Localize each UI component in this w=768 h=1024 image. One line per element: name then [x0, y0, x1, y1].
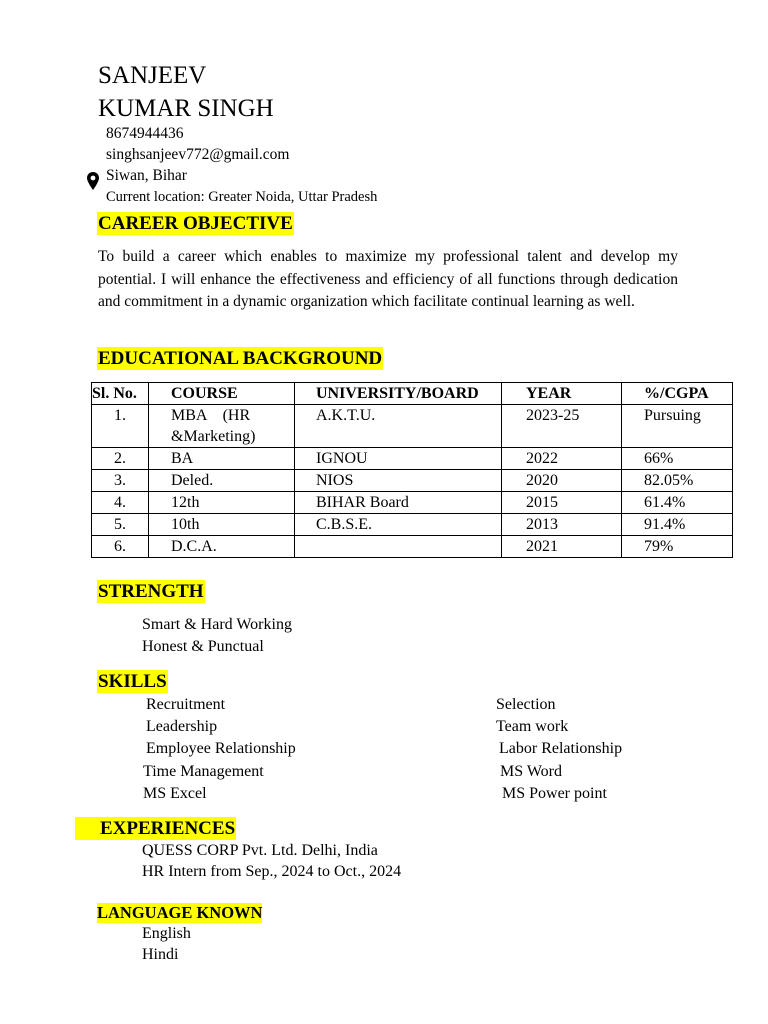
column-header-sl-no: Sl. No.	[92, 383, 149, 405]
skills-heading: SKILLS	[98, 671, 167, 692]
table-header-row	[92, 383, 733, 405]
cell-sl-no: 2.	[92, 448, 149, 470]
experience-line: QUESS CORP Pvt. Ltd. Delhi, India	[142, 842, 378, 859]
phone-number: 8674944436	[106, 125, 184, 142]
education-table	[91, 382, 733, 558]
cell-sl-no: 5.	[92, 514, 149, 536]
skill-item: MS Power point	[502, 785, 607, 802]
table-row	[92, 448, 733, 470]
table-row	[92, 536, 733, 558]
cell-course: Deled.	[149, 470, 295, 492]
experience-line: HR Intern from Sep., 2024 to Oct., 2024	[142, 863, 402, 880]
cell-board	[295, 536, 502, 558]
experiences-heading: EXPERIENCES	[75, 817, 236, 840]
column-header-university: UNIVERSITY/BOARD	[295, 383, 502, 405]
hometown: Siwan, Bihar	[106, 167, 187, 184]
cell-score: 79%	[622, 536, 733, 558]
cell-year: 2022	[502, 448, 622, 470]
course-line: &Marketing)	[171, 428, 256, 445]
cell-board: BIHAR Board	[295, 492, 502, 514]
strength-item: Smart & Hard Working	[142, 616, 292, 633]
cell-course: D.C.A.	[149, 536, 295, 558]
cell-board: C.B.S.E.	[295, 514, 502, 536]
cell-board: A.K.T.U.	[295, 405, 502, 448]
strength-heading: STRENGTH	[98, 581, 204, 602]
cell-score: Pursuing	[622, 405, 733, 448]
cell-course: 10th	[149, 514, 295, 536]
cell-year: 2020	[502, 470, 622, 492]
cell-board: NIOS	[295, 470, 502, 492]
course-line: MBA (HR	[171, 407, 251, 424]
column-header-score: %/CGPA	[622, 383, 733, 405]
cell-year: 2015	[502, 492, 622, 514]
table-row	[92, 514, 733, 536]
languages-heading: LANGUAGE KNOWN	[97, 903, 263, 922]
cell-score: 91.4%	[622, 514, 733, 536]
skill-item: MS Excel	[143, 785, 207, 802]
language-item: English	[142, 925, 191, 942]
cell-score: 61.4%	[622, 492, 733, 514]
strength-item: Honest & Punctual	[142, 638, 264, 655]
current-location: Current location: Greater Noida, Uttar Pradesh	[106, 189, 378, 205]
name-first: SANJEEV	[98, 62, 207, 89]
cell-sl-no: 6.	[92, 536, 149, 558]
cell-course	[149, 405, 295, 448]
skill-item: Leadership	[146, 718, 218, 735]
cell-course: BA	[149, 448, 295, 470]
cell-score: 82.05%	[622, 470, 733, 492]
cell-course: 12th	[149, 492, 295, 514]
cell-score: 66%	[622, 448, 733, 470]
table-row	[92, 492, 733, 514]
name-last: KUMAR SINGH	[98, 95, 274, 122]
skill-item: Employee Relationship	[146, 740, 296, 757]
skill-item: MS Word	[500, 763, 562, 780]
skill-item: Selection	[496, 696, 556, 713]
cell-sl-no: 3.	[92, 470, 149, 492]
email-address: singhsanjeev772@gmail.com	[106, 146, 290, 163]
career-objective-text: To build a career which enables to maximize my professional talent and develop my potential. I will enhance the effectiveness and efficiency of all functions through dedication and commitment in a dynamic organization which facilitate continual learning as well.	[98, 248, 678, 311]
skill-item: Team work	[496, 718, 569, 735]
column-header-course: COURSE	[149, 383, 295, 405]
cell-board: IGNOU	[295, 448, 502, 470]
cell-year: 2023-25	[502, 405, 622, 448]
skill-item: Labor Relationship	[499, 740, 623, 757]
language-item: Hindi	[142, 946, 179, 963]
skill-item: Time Management	[143, 763, 264, 780]
skill-item: Recruitment	[146, 696, 226, 713]
table-row	[92, 470, 733, 492]
cell-year: 2021	[502, 536, 622, 558]
career-objective-heading: CAREER OBJECTIVE	[98, 213, 293, 234]
table-row	[92, 405, 733, 448]
cell-sl-no: 4.	[92, 492, 149, 514]
map-pin-icon	[86, 171, 100, 196]
education-heading: EDUCATIONAL BACKGROUND	[98, 348, 383, 369]
cell-year: 2013	[502, 514, 622, 536]
column-header-year: YEAR	[502, 383, 622, 405]
cell-sl-no: 1.	[92, 405, 149, 448]
